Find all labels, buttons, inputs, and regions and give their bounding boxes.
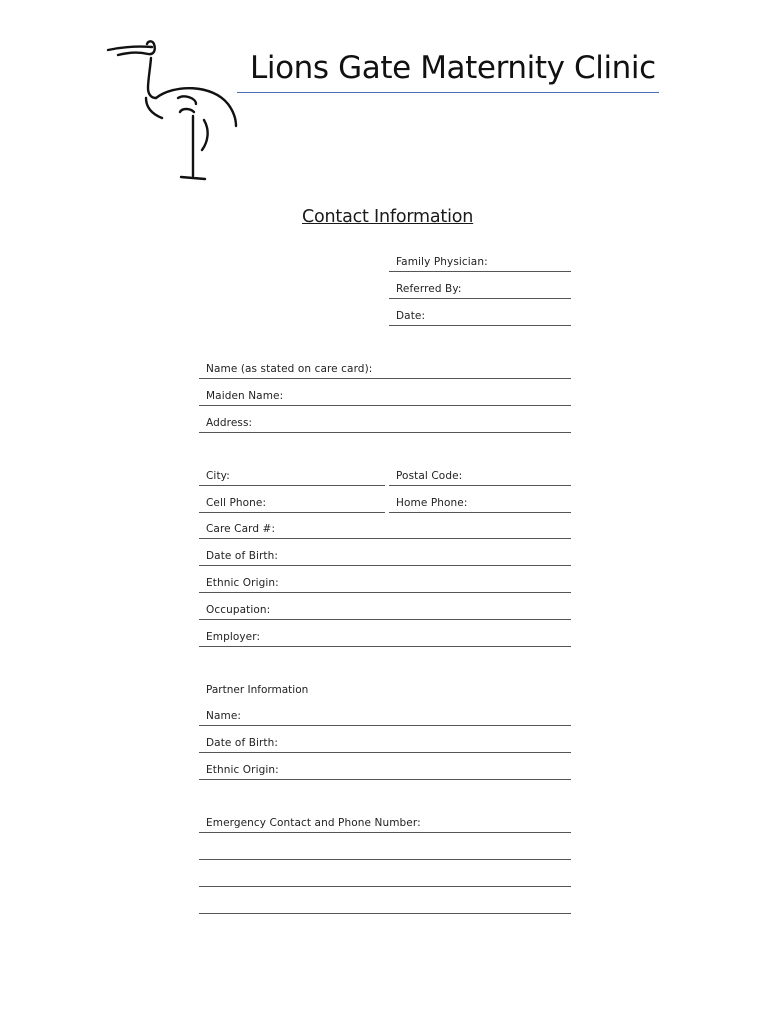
- patient-ethnic-origin-label: Ethnic Origin:: [206, 577, 279, 589]
- partner-dob-label: Date of Birth:: [206, 737, 279, 749]
- partner-dob-field[interactable]: [199, 734, 571, 753]
- care-card-label: Care Card #:: [206, 523, 276, 535]
- address-field[interactable]: [199, 414, 571, 433]
- referred-by-label: Referred By:: [396, 283, 462, 295]
- city-field[interactable]: [199, 467, 385, 486]
- care-card-field[interactable]: [199, 520, 571, 539]
- partner-name-field[interactable]: [199, 707, 571, 726]
- emergency-line-3[interactable]: [199, 868, 571, 887]
- patient-name-label: Name (as stated on care card):: [206, 363, 373, 375]
- emergency-contact-field[interactable]: [199, 814, 571, 833]
- employer-field[interactable]: [199, 628, 571, 647]
- cell-phone-label: Cell Phone:: [206, 497, 267, 509]
- family-physician-field[interactable]: [389, 253, 571, 272]
- referred-by-field[interactable]: [389, 280, 571, 299]
- partner-name-label: Name:: [206, 710, 242, 722]
- header-rule: [237, 92, 659, 93]
- emergency-contact-label: Emergency Contact and Phone Number:: [206, 817, 421, 829]
- occupation-field[interactable]: [199, 601, 571, 620]
- address-label: Address:: [206, 417, 253, 429]
- clinic-name: Lions Gate Maternity Clinic: [250, 50, 656, 86]
- home-phone-label: Home Phone:: [396, 497, 468, 509]
- family-physician-label: Family Physician:: [396, 256, 488, 268]
- patient-ethnic-origin-field[interactable]: [199, 574, 571, 593]
- form-title: Contact Information: [302, 207, 474, 227]
- employer-label: Employer:: [206, 631, 261, 643]
- referral-date-field[interactable]: [389, 307, 571, 326]
- partner-ethnic-origin-label: Ethnic Origin:: [206, 764, 279, 776]
- patient-dob-field[interactable]: [199, 547, 571, 566]
- postal-code-field[interactable]: [389, 467, 571, 486]
- maiden-name-label: Maiden Name:: [206, 390, 284, 402]
- partner-ethnic-origin-field[interactable]: [199, 761, 571, 780]
- city-label: City:: [206, 470, 230, 482]
- partner-heading: Partner Information: [206, 684, 309, 696]
- patient-name-field[interactable]: [199, 360, 571, 379]
- maiden-name-field[interactable]: [199, 387, 571, 406]
- referral-date-label: Date:: [396, 310, 426, 322]
- patient-dob-label: Date of Birth:: [206, 550, 279, 562]
- postal-code-label: Postal Code:: [396, 470, 463, 482]
- emergency-line-2[interactable]: [199, 841, 571, 860]
- emergency-line-4[interactable]: [199, 895, 571, 914]
- home-phone-field[interactable]: [389, 494, 571, 513]
- stork-logo-icon: [104, 38, 244, 183]
- cell-phone-field[interactable]: [199, 494, 385, 513]
- occupation-label: Occupation:: [206, 604, 271, 616]
